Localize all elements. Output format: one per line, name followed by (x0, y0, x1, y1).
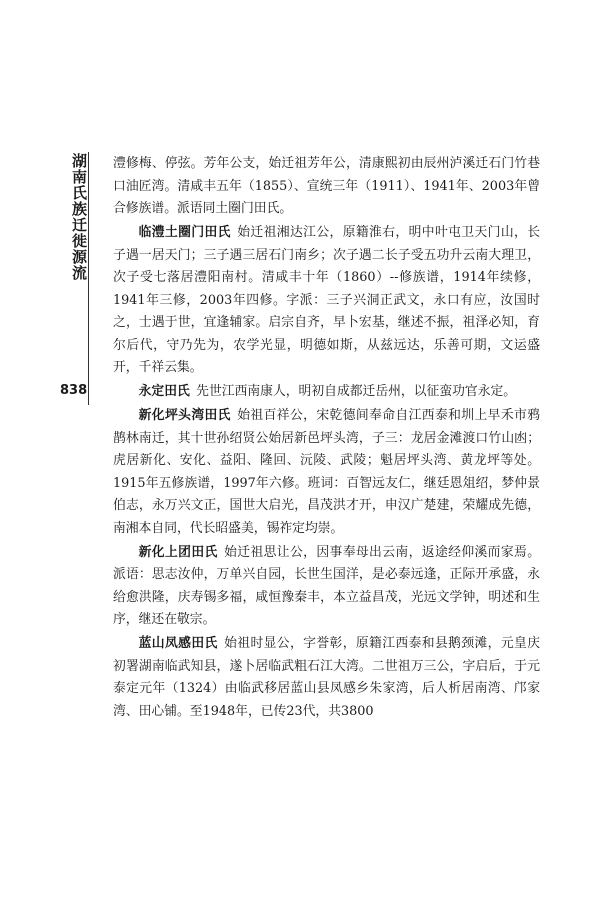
paragraph-text: 始迁祖思让公，因事奉母出云南，返途经仰溪而家焉。派语：思志汝仲，万单兴自园，长世生国洋，是必泰远逢，正际开承盛，永给愈洪隆，庆寿锡多福，咸恒豫秦丰，本立益昌茂，光远文学钟，明述和生序，继还在敬宗。 (113, 544, 541, 627)
paragraph-text: 先世江西南康人，明初自成都迁岳州，以征蛮功官永定。 (196, 384, 517, 399)
paragraph-text: 始祖时显公，字誉彰，原籍江西泰和县鹅颈滩，元皇庆初署湖南临武知县，遂卜居临武粗石江大湾。二世祖万三公，字启后，于元泰定元年（1324）由临武移居蓝山县凤感乡朱家湾，后人析居南湾、邝家湾、田心铺。至1948年，已传23代，共3800 (113, 636, 541, 719)
paragraph-text: 始祖百祥公，宋乾德间奉命自江西泰和圳上早禾市鸦鹊林南迁，其十世孙绍贤公始居新邑坪头湾，子三：龙居金滩渡口竹山凼；虎居新化、安化、益阳、隆回、沅陵、武陵；魁居坪头湾、黄龙坪等处。1915年五修族谱，1997年六修。班词：百智远友仁，继廷恩俎绍，梦仲景伯志，永万兴文正，国世大启光，昌茂洪才开，申汉广楚建，荣耀成先德，南湘本自同，代长昭盛美，锡祚定均崇。 (113, 408, 541, 536)
body-text (113, 153, 540, 725)
entry-xinhua-shangtuan-tian (113, 542, 540, 632)
entry-title: 临澧土圈门田氏 (138, 225, 231, 240)
paragraph-text: 始迁祖湘达江公，原籍淮右，明中叶屯卫天门山，长子遇一居天门；三子遇三居石门南乡；次子遇二长子受五功升云南大理卫，次子受七落居澧阳南村。清咸丰十年（1860）--修族谱，1914年续修，1941年三修，2003年四修。字派：三子兴洞正武文，永口有应，汝国时之，士遇于世，宜逢辅家。启宗自齐，早卜宏基，继述不振，祖泽必知，育尔后代，守乃先为，农学光显，明德如斯，从兹远达，乐善可期，文运盛开，千祥云集。 (113, 225, 541, 375)
entry-yongding-tian (113, 381, 540, 404)
header-rule (88, 152, 89, 405)
paragraph-continuation (113, 153, 540, 221)
entry-xinhua-pingtouwan-tian (113, 405, 540, 540)
entry-lanshan-fenggan-tian (113, 633, 540, 723)
running-header-book-title: 湖南氏族迁徙源流 (70, 153, 88, 281)
entry-title: 新化坪头湾田氏 (138, 408, 231, 423)
entry-title: 永定田氏 (138, 384, 190, 399)
entry-linli-tujuanmen-tian (113, 222, 540, 380)
entry-title: 蓝山凤感田氏 (138, 636, 218, 651)
paragraph-text: 澧修梅、停弦。芳年公支，始迁祖芳年公，清康熙初由辰州泸溪迁石门竹巷口油匠湾。清咸丰五年（1855）、宣统三年（1911）、1941年、2003年曾合修族谱。派语同土圈门田氏。 (113, 156, 540, 216)
page-number: 838 (60, 383, 88, 398)
entry-title: 新化上团田氏 (138, 544, 218, 560)
